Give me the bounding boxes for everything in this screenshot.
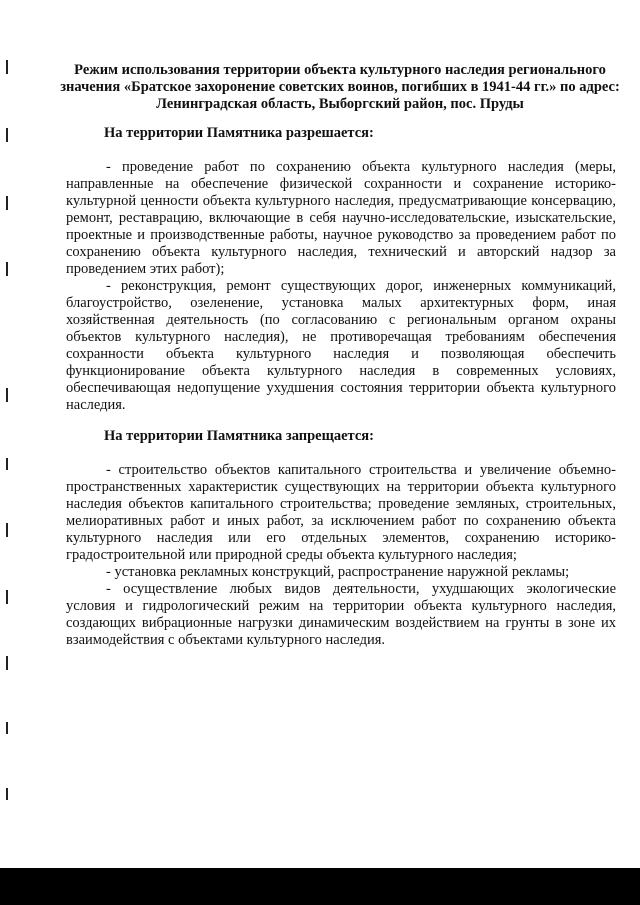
- scan-mark: [6, 128, 8, 142]
- forbidden-item: - осуществление любых видов деятельности, ухудшающих экологические условия и гидрологический режим на территории объекта культурного наследия, создающих вибрационные нагрузки динамическим воздействием на грунты в зоне их взаимодействия с объектами культурного наследия.: [66, 581, 616, 648]
- scan-mark: [6, 788, 8, 800]
- scan-mark: [6, 722, 8, 734]
- scan-mark: [6, 590, 8, 604]
- allowed-heading: На территории Памятника разрешается:: [104, 125, 374, 141]
- forbidden-item: - установка рекламных конструкций, распространение наружной рекламы;: [106, 564, 570, 580]
- document-title: Режим использования территории объекта культурного наследия регионального значения «Братское захоронение советских воинов, погибших в 1941-44 гг.» по адрес: Ленинградская область, Выборгский район, пос. Пруды: [60, 62, 620, 112]
- scan-mark: [6, 458, 8, 470]
- scan-mark: [6, 388, 8, 402]
- scan-mark: [6, 60, 8, 74]
- scan-mark: [6, 262, 8, 276]
- forbidden-section: [66, 462, 616, 649]
- scan-mark: [6, 523, 8, 537]
- allowed-item: - реконструкция, ремонт существующих дорог, инженерных коммуникаций, благоустройство, озеленение, установка малых архитектурных форм, иная хозяйственная деятельность (по согласованию с региональным органом охраны объектов культурного наследия), не противоречащая требованиям обеспечения сохранности объекта культурного наследия и позволяющая обеспечить функционирование объекта культурного наследия в современных условиях, обеспечивающая недопущение ухудшения состояния территории объекта культурного наследия.: [66, 278, 616, 413]
- scan-mark: [6, 196, 8, 210]
- scan-bottom-edge: [0, 868, 640, 905]
- allowed-item: - проведение работ по сохранению объекта культурного наследия (меры, направленные на обеспечение физической сохранности и сохранение историко-культурной ценности объекта культурного наследия, предусматривающие консервацию, ремонт, реставрацию, включающие в себя научно-исследовательские, изыскательские, проектные и производственные работы, научное руководство за проведением работ по сохранению объекта культурного наследия, технический и авторский надзор за проведением этих работ);: [66, 159, 616, 277]
- forbidden-heading: На территории Памятника запрещается:: [104, 428, 374, 444]
- allowed-section: [66, 159, 616, 414]
- forbidden-item: - строительство объектов капитального строительства и увеличение объемно-пространственных характеристик существующих на территории объекта культурного наследия объектов капитального строительства; проведение земляных, строительных, мелиоративных работ и иных работ, за исключением работ по сохранению объекта культурного наследия или его отдельных элементов, сохранению историко-градостроительной или природной среды объекта культурного наследия;: [66, 462, 616, 563]
- scan-mark: [6, 656, 8, 670]
